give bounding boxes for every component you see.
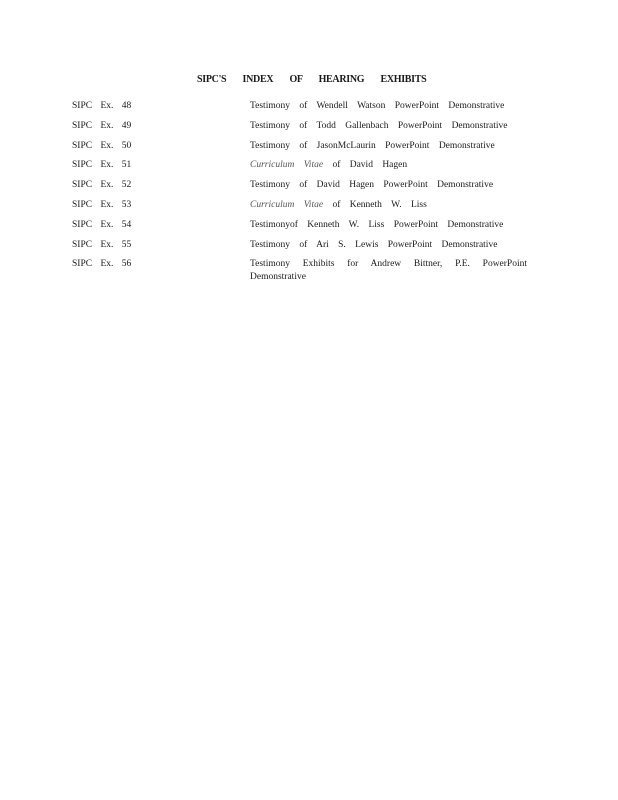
exhibit-row [72,120,532,140]
exhibit-description: Testimony of Todd Gallenbach PowerPoint Demonstrative [250,120,508,131]
exhibit-row [72,219,532,239]
exhibit-number: SIPC Ex. 56 [72,259,132,270]
exhibit-number: SIPC Ex. 55 [72,239,132,250]
exhibit-description [250,199,527,212]
exhibit-row [72,239,532,259]
exhibit-description-italic: Curriculum Vitae [250,199,324,210]
exhibit-description-rest: of David Hagen [332,160,408,171]
exhibit-number: SIPC Ex. 48 [72,101,132,111]
exhibit-description-italic: Curriculum Vitae [250,160,324,171]
exhibit-description: Testimony of JasonMcLaurin PowerPoint Demonstrative [250,140,495,151]
exhibit-number: SIPC Ex. 51 [72,160,132,171]
exhibit-number: SIPC Ex. 52 [72,180,132,191]
exhibit-list [72,100,532,292]
exhibit-row [72,179,532,199]
exhibit-row [72,100,532,120]
exhibit-number: SIPC Ex. 54 [72,219,132,230]
exhibit-number: SIPC Ex. 50 [72,140,132,151]
exhibit-number: SIPC Ex. 49 [72,120,132,131]
exhibit-number: SIPC Ex. 53 [72,199,132,210]
exhibit-description: Testimony of David Hagen PowerPoint Demonstrative [250,180,494,191]
exhibit-description-rest: of Kenneth W. Liss [332,199,427,210]
exhibit-description: Testimonyof Kenneth W. Liss PowerPoint Demonstrative [250,219,504,230]
exhibit-description: Testimony of Ari S. Lewis PowerPoint Demonstrative [250,239,498,250]
exhibit-row [72,140,532,160]
exhibit-description [250,159,527,172]
page-title: SIPC'S INDEX OF HEARING EXHIBITS [197,74,427,85]
exhibit-description: Testimony Exhibits for Andrew Bittner, P.E. PowerPoint Demonstrative [250,259,527,283]
exhibit-row [72,159,532,179]
exhibit-row [72,199,532,219]
exhibit-description: Testimony of Wendell Watson PowerPoint Demonstrative [250,101,505,111]
exhibit-row [72,258,532,292]
